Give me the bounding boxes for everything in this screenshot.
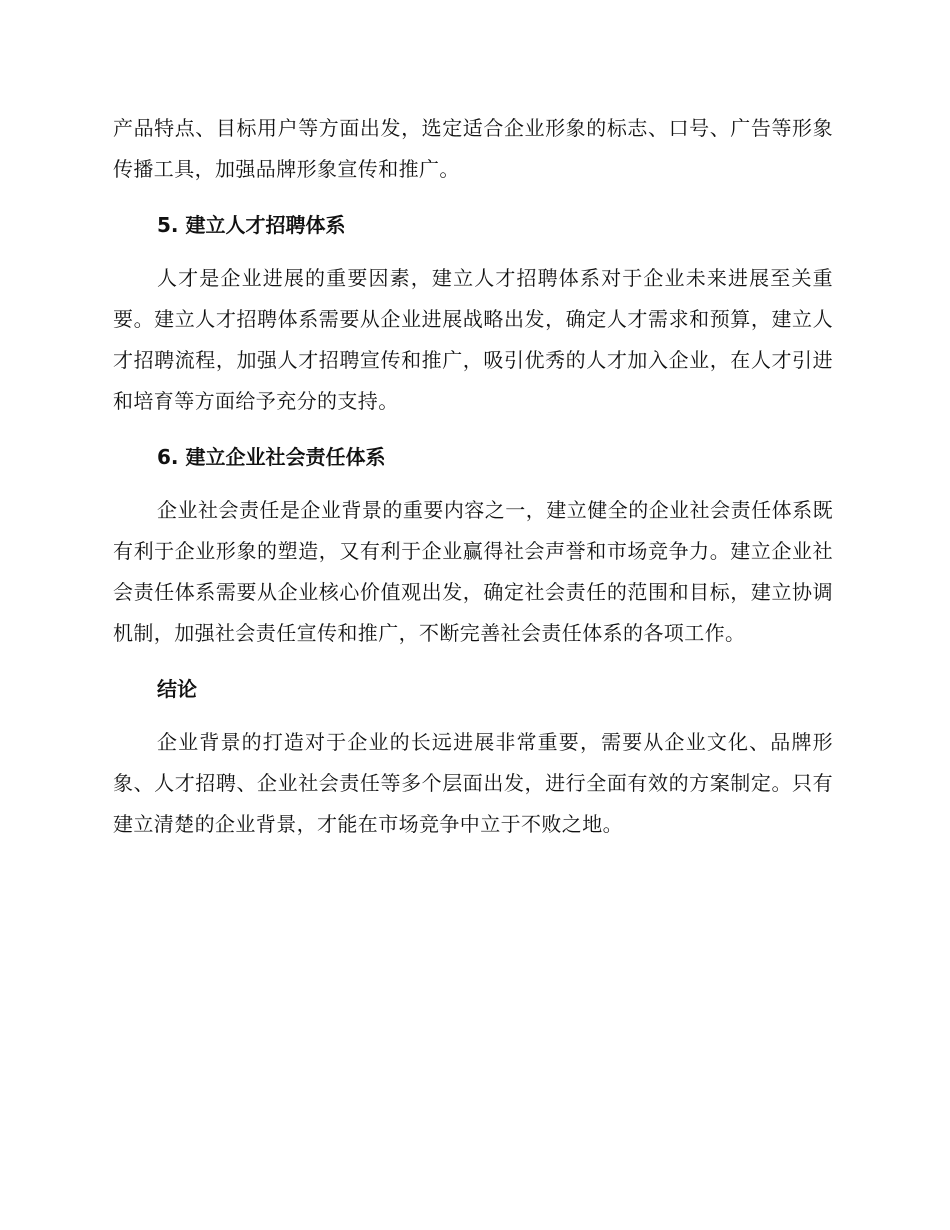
document-page: [113, 108, 833, 845]
intro-paragraph: 产品特点、目标用户等方面出发，选定适合企业形象的标志、口号、广告等形象传播工具，加强品牌形象宣传和推广。: [113, 116, 833, 181]
section-6-heading: 6. 建立企业社会责任体系: [157, 445, 386, 469]
section-5-paragraph: 人才是企业进展的重要因素，建立人才招聘体系对于企业未来进展至关重要。建立人才招聘体系需要从企业进展战略出发，确定人才需求和预算，建立人才招聘流程，加强人才招聘宣传和推广，吸引优秀的人才加入企业，在人才引进和培育等方面给予充分的支持。: [113, 266, 833, 413]
conclusion-paragraph: 企业背景的打造对于企业的长远进展非常重要，需要从企业文化、品牌形象、人才招聘、企业社会责任等多个层面出发，进行全面有效的方案制定。只有建立清楚的企业背景，才能在市场竞争中立于不败之地。: [113, 730, 833, 836]
conclusion-heading: 结论: [157, 677, 197, 701]
section-5-heading: 5. 建立人才招聘体系: [157, 213, 346, 237]
section-6-paragraph: 企业社会责任是企业背景的重要内容之一，建立健全的企业社会责任体系既有利于企业形象的塑造，又有利于企业赢得社会声誉和市场竞争力。建立企业社会责任体系需要从企业核心价值观出发，确定社会责任的范围和目标，建立协调机制，加强社会责任宣传和推广，不断完善社会责任体系的各项工作。: [113, 498, 833, 645]
